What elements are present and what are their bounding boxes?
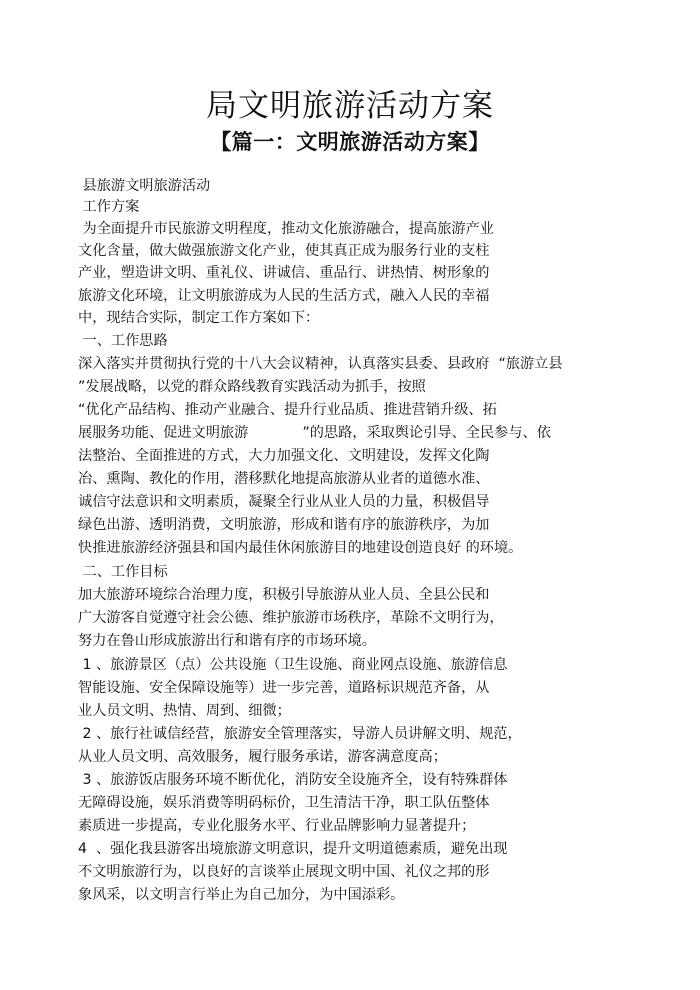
text-line: 旅游文化环境，让文明旅游成为人民的生活方式，融入人民的幸福 — [78, 288, 490, 304]
text-line: 产业，塑造讲文明、重礼仪、讲诚信、重品行、讲热情、树形象的 — [78, 265, 490, 281]
text-line: 努力在鲁山形成旅游出行和谐有序的市场环境。 — [78, 633, 376, 649]
section-heading: 一、工作思路 — [78, 333, 168, 349]
text-line: 绿色出游、透明消费，文明旅游，形成和谐有序的旅游秩序，为加 — [78, 517, 490, 533]
text-line: 工作方案 — [78, 199, 140, 215]
text-line: 中，现结合实际，制定工作方案如下： — [78, 310, 320, 326]
text-line: 诚信守法意识和文明素质，凝聚全行业从业人员的力量，积极倡导 — [78, 494, 490, 510]
document-subtitle: 【篇一：文明旅游活动方案】 — [210, 130, 490, 154]
text-line: 广大游客自觉遵守社会公德、维护旅游市场秩序，革除不文明行为， — [78, 610, 504, 626]
text-line: 法整治、全面推进的方式，大力加强文化、文明建设，发挥文化陶 — [78, 448, 490, 464]
text-line: 文化含量，做大做强旅游文化产业，使其真正成为服务行业的支柱 — [78, 243, 490, 259]
text-line: 不文明旅游行为，以良好的言谈举止展现文明中国、礼仪之邦的形 — [78, 864, 490, 880]
list-item: 2 、旅行社诚信经营，旅游安全管理落实，导游人员讲解文明、规范， — [78, 726, 522, 742]
section-heading: 二、工作目标 — [78, 564, 168, 580]
document-title: 局文明旅游活动方案 — [206, 88, 494, 124]
text-line: 冶、熏陶、教化的作用，潜移默化地提高旅游从业者的道德水准、 — [78, 471, 490, 487]
list-item: 4 、强化我县游客出境旅游文明意识，提升文明道德素质，避免出现 — [78, 841, 508, 857]
text-line: 象风采，以文明言行举止为自己加分，为中国添彩。 — [78, 887, 405, 903]
text-line: 从业人员文明、高效服务，履行服务承诺，游客满意度高； — [78, 749, 447, 765]
text-line: 深入落实并贯彻执行党的十八大会议精神，认真落实县委、县政府 “旅游立县 — [78, 356, 563, 372]
text-line: 为全面提升市民旅游文明程度，推动文化旅游融合，提高旅游产业 — [78, 221, 494, 237]
list-item: 1 、旅游景区（点）公共设施（卫生设施、商业网点设施、旅游信息 — [78, 657, 508, 673]
text-line: 展服务功能、促进文明旅游 ”的思路，采取舆论引导、全民参与、依 — [78, 425, 551, 441]
text-line: 素质进一步提高，专业化服务水平、行业品牌影响力显著提升； — [78, 818, 476, 834]
text-line: 智能设施、安全保障设施等）进一步完善，道路标识规范齐备，从 — [78, 680, 490, 696]
text-line: “优化产品结构、推动产业融合、提升行业品质、推进营销升级、拓 — [78, 402, 497, 418]
text-line: 加大旅游环境综合治理力度，积极引导旅游从业人员、全县公民和 — [78, 587, 490, 603]
text-line: 县旅游文明旅游活动 — [78, 178, 211, 194]
text-line: ”发展战略，以党的群众路线教育实践活动为抓手，按照 — [78, 379, 426, 395]
list-item: 3 、旅游饭店服务环境不断优化，消防安全设施齐全，设有特殊群体 — [78, 772, 508, 788]
text-line: 业人员文明、热情、周到、细微； — [78, 703, 291, 719]
text-line: 快推进旅游经济强县和国内最佳休闲旅游目的地建设创造良好 的环境。 — [78, 540, 523, 556]
text-line: 无障碍设施，娱乐消费等明码标价，卫生清洁干净，职工队伍整体 — [78, 795, 490, 811]
